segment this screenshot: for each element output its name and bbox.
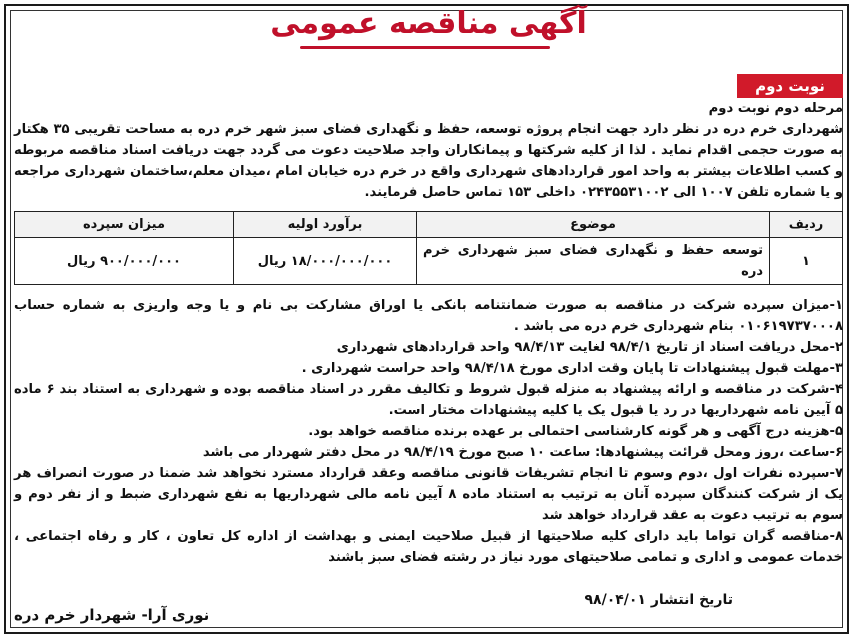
- round-badge: نوبت دوم: [737, 74, 843, 98]
- header-row-number: ردیف: [770, 212, 843, 238]
- footer: [14, 592, 843, 624]
- cell-estimate: ۱۸/۰۰۰/۰۰۰/۰۰۰ ریال: [234, 238, 417, 285]
- condition-6: ۶-ساعت ،روز ومحل قرائت پیشنهادها: ساعت ۱۰ صبح مورخ ۹۸/۴/۱۹ در محل دفتر شهردار می باشد: [202, 445, 843, 460]
- signature: نوری آرا- شهردار خرم دره: [14, 606, 210, 624]
- tender-table: [14, 211, 843, 285]
- cell-deposit: ۹۰۰/۰۰۰/۰۰۰ ریال: [15, 238, 234, 285]
- tender-table-header: [15, 212, 843, 238]
- condition-4: ۴-شرکت در مناقصه و ارائه پیشنهاد به منزله قبول شروط و تکالیف مقرر در اسناد مناقصه بوده و شهرداری به استناد بند ۶ ماده ۵ آیین نامه شهرداریها در رد یا قبول یک یا کلیه پیشنهادات مختار است.: [14, 382, 843, 418]
- header-subject: موضوع: [417, 212, 770, 238]
- cell-row-number: ۱: [770, 238, 843, 285]
- condition-3: ۳-مهلت قبول پیشنهادات تا پایان وقت اداری مورخ ۹۸/۴/۱۸ واحد حراست شهرداری .: [301, 361, 843, 376]
- intro-line: مرحله دوم نوبت دوم: [708, 101, 843, 116]
- intro-body: شهرداری خرم دره در نظر دارد جهت انجام پروژه توسعه، حفظ و نگهداری فضای سبز شهر خرم دره به مساحت تقریبی ۳۵ هکتار به صورت حجمی اقدام نماید . لذا از کلیه شرکتها و پیمانکاران واجد صلاحیت دعوت می گردد جهت دریافت اسناد مناقصه مربوطه و کسب اطلاعات بیشتر به واحد امور قراردادهای شهرداری واقع در خرم دره خیابان امام ،میدان معلم،ساختمان شهرداری مراجعه و یا شماره تلفن ۱۰۰۷ الی ۰۲۴۳۵۵۳۱۰۰۲ داخلی ۱۵۳ تماس حاصل فرمایند.: [14, 122, 843, 200]
- table-row: [15, 238, 843, 285]
- header-deposit: میزان سپرده: [15, 212, 234, 238]
- notice-title: آگهی مناقصه عمومی: [270, 6, 587, 41]
- title-underline: [300, 46, 550, 49]
- notice-content: [14, 98, 843, 568]
- condition-5: ۵-هزینه درج آگهی و هر گونه کارشناسی احتمالی بر عهده برنده مناقصه خواهد بود.: [308, 424, 843, 439]
- publish-date: تاریخ انتشار ۹۸/۰۴/۰۱: [584, 592, 733, 608]
- header-estimate: برآورد اولیه: [234, 212, 417, 238]
- condition-7: ۷-سپرده نفرات اول ،دوم وسوم تا انجام تشریفات قانونی مناقصه وعقد قرارداد مسترد نخواهد شد ضمنا در صورت انصراف هر یک از شرکت کنندگان سپرده آنان به ترتیب به استناد ماده ۸ آیین نامه مالی شهرداریها به نفع شهرداری ضبط و از نفر دوم و سوم به ترتیب دعوت به عقد قرارداد خواهد شد: [14, 466, 843, 523]
- condition-8: ۸-مناقصه گران تواما باید دارای کلیه صلاحیتها از قبیل صلاحیت ایمنی و بهداشت از اداره کل تعاون ، کار و رفاه اجتماعی ، خدمات عمومی و اداری و تمامی صلاحیتهای مورد نیاز در رشته فضای سبز باشند: [14, 529, 843, 565]
- cell-subject: توسعه حفظ و نگهداری فضای سبز شهرداری خرم دره: [417, 238, 770, 285]
- condition-2: ۲-محل دریافت اسناد از تاریخ ۹۸/۴/۱ لغایت ۹۸/۴/۱۳ واحد قراردادهای شهرداری: [336, 340, 843, 355]
- condition-1: ۱-میزان سپرده شرکت در مناقصه به صورت ضمانتنامه بانکی یا اوراق مشارکت بی نام و یا وجه واریزی به شماره حساب ۰۱۰۶۱۹۷۳۷۰۰۰۸ بنام شهرداری خرم دره می باشد .: [14, 298, 843, 334]
